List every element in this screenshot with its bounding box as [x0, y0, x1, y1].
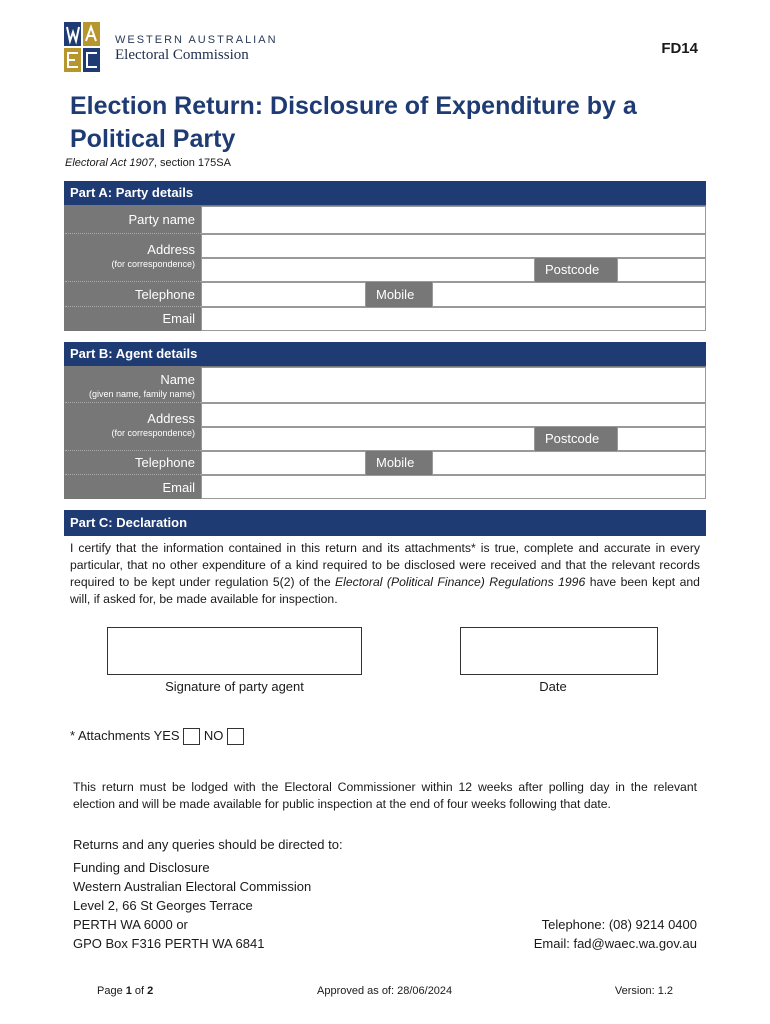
- mobile-field[interactable]: [432, 282, 706, 307]
- email-field[interactable]: [201, 307, 706, 331]
- regulation-name: Electoral (Political Finance) Regulations 1996: [335, 575, 586, 589]
- attachments-label: * Attachments YES: [70, 728, 180, 743]
- org-name-line1: WESTERN AUSTRALIAN: [115, 34, 278, 46]
- signature-box[interactable]: [107, 627, 362, 675]
- mobile-label: Mobile: [366, 282, 432, 307]
- part-c-heading: Part C: Declaration: [64, 510, 706, 536]
- postcode-field[interactable]: [617, 258, 706, 282]
- signature-label: Signature of party agent: [165, 679, 304, 694]
- address-line: PERTH WA 6000 or: [73, 917, 188, 932]
- attachments-no-checkbox[interactable]: [227, 728, 244, 745]
- agent-email-field[interactable]: [201, 475, 706, 499]
- agent-mobile-field[interactable]: [432, 451, 706, 475]
- party-name-field[interactable]: [201, 206, 706, 234]
- address-line: Western Australian Electoral Commission: [73, 879, 312, 894]
- contact-telephone: Telephone: (08) 9214 0400: [541, 917, 697, 932]
- page-of: of: [131, 985, 148, 997]
- agent-postcode-field[interactable]: [617, 427, 706, 451]
- waec-logo-icon: [64, 22, 100, 72]
- contact-email[interactable]: Email: fad@waec.wa.gov.au: [533, 936, 697, 951]
- declaration-text-part1: I certify that the information contained in this return and its attachments* is true, complete and accurate in every particular, that no other expenditure of a kind required to be disclosed were received and that the relevant records required to be kept under regulation 5(2) of the: [70, 541, 700, 589]
- form-code: FD14: [661, 40, 698, 57]
- act-reference: [65, 157, 231, 169]
- party-name-label: Party name: [65, 206, 201, 234]
- date-label: Date: [539, 679, 567, 694]
- declaration-text-part2: have been kept and will, if asked for, be made available for inspection.: [70, 575, 700, 606]
- agent-telephone-field[interactable]: [201, 451, 366, 475]
- act-section: , section 175SA: [153, 157, 231, 169]
- address-line1-field[interactable]: [201, 234, 706, 258]
- agent-mobile-label: Mobile: [366, 451, 432, 475]
- email-label: Email: [65, 307, 201, 331]
- org-name-line2: Electoral Commission: [115, 47, 249, 63]
- address-line: Funding and Disclosure: [73, 860, 210, 875]
- address-label-cell: [65, 234, 201, 282]
- agent-name-label-cell: [65, 367, 201, 403]
- part-b-heading: Part B: Agent details: [64, 342, 706, 366]
- approved-date: Approved as of: 28/06/2024: [317, 985, 453, 997]
- agent-name-label: Name: [160, 372, 195, 387]
- agent-address-sublabel: (for correspondence): [111, 428, 195, 438]
- telephone-label: Telephone: [65, 282, 201, 307]
- date-box[interactable]: [460, 627, 658, 675]
- agent-telephone-label: Telephone: [65, 451, 201, 475]
- page-prefix: Page: [97, 985, 126, 997]
- page-number: [97, 985, 153, 997]
- part-a-heading: Part A: Party details: [64, 181, 706, 205]
- agent-address-line2-field[interactable]: [201, 427, 535, 451]
- declaration-text: [70, 540, 700, 608]
- telephone-field[interactable]: [201, 282, 366, 307]
- page-total: 2: [147, 985, 154, 997]
- address-line: Level 2, 66 St Georges Terrace: [73, 898, 253, 913]
- agent-address-label: Address: [147, 411, 195, 426]
- agent-email-label: Email: [65, 475, 201, 499]
- version: Version: 1.2: [614, 985, 673, 997]
- page-current: 1: [125, 985, 132, 997]
- lodgement-text: This return must be lodged with the Electoral Commissioner within 12 weeks after polling day in the relevant election and will be made available for public inspection at the end of four weeks following that date.: [73, 780, 697, 811]
- agent-postcode-label: Postcode: [535, 427, 617, 451]
- queries-text: Returns and any queries should be directed to:: [73, 837, 343, 852]
- agent-address-line1-field[interactable]: [201, 403, 706, 427]
- address-line2-field[interactable]: [201, 258, 535, 282]
- address-sublabel: (for correspondence): [111, 259, 195, 269]
- agent-name-field[interactable]: [201, 367, 706, 403]
- address-line: GPO Box F316 PERTH WA 6841: [73, 936, 265, 951]
- attachments-row: [70, 726, 244, 746]
- page-title: Election Return: Disclosure of Expenditure by a Political Party: [70, 92, 637, 153]
- agent-address-label-cell: [65, 403, 201, 451]
- part-a-grid: [64, 205, 706, 331]
- contact-details: [534, 915, 697, 953]
- part-b-grid: [64, 366, 706, 499]
- postal-address: [73, 858, 311, 953]
- address-label: Address: [147, 242, 195, 257]
- attachments-no-label: NO: [203, 728, 224, 743]
- act-name: Electoral Act 1907: [65, 157, 154, 169]
- postcode-label: Postcode: [535, 258, 617, 282]
- attachments-yes-checkbox[interactable]: [183, 728, 200, 745]
- agent-name-sublabel: (given name, family name): [88, 389, 195, 399]
